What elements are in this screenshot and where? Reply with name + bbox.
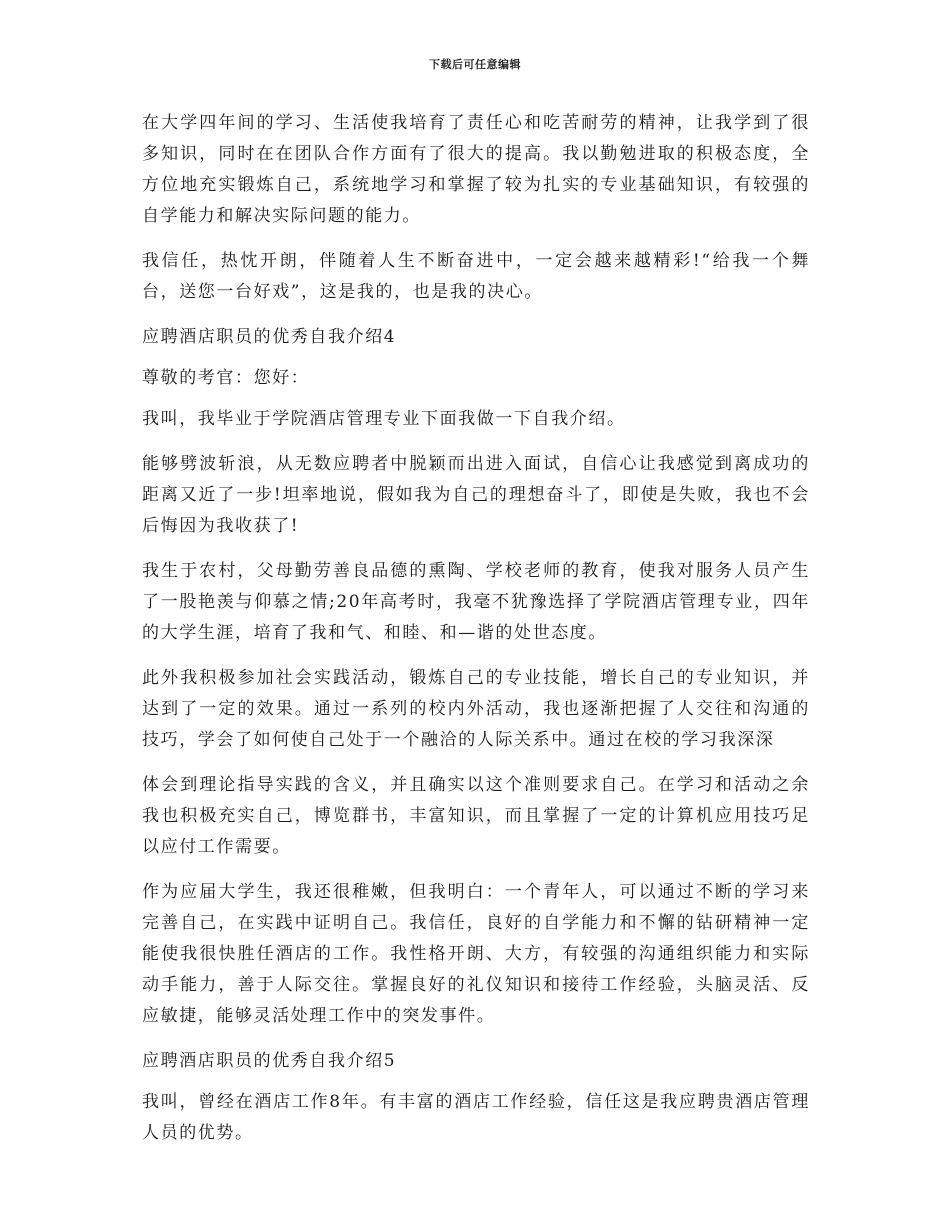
paragraph-name-intro: 我叫，我毕业于学院酒店管理专业下面我做一下自我介绍。 (142, 409, 626, 429)
paragraph-intro: 在大学四年间的学习、生活使我培育了责任心和吃苦耐劳的精神，让我学到了很多知识，同时在在团队合作方面有了很大的提高。我以勤勉进取的积极态度，全方位地充实锻炼自己，系统地学习和掌握了较为扎实的专业基础知识，有较强的自学能力和解决实际问题的能力。 (142, 113, 810, 226)
document-body (142, 108, 810, 1163)
paragraph-background: 我生于农村，父母勤劳善良品德的熏陶、学校老师的教育，使我对服务人员产生了一股艳羡与仰慕之情;20年高考时，我毫不犹豫选择了学院酒店管理专业，四年的大学生涯，培育了我和气、和睦、和—谐的处世态度。 (142, 561, 810, 643)
paragraph-experience: 我叫，曾经在酒店工作8年。有丰富的酒店工作经验，信任这是我应聘贵酒店管理人员的优势。 (142, 1092, 810, 1143)
paragraph-confidence: 我信任，热忱开朗，伴随着人生不断奋进中，一定会越来越精彩!“给我一个舞台，送您一台好戏”，这是我的，也是我的决心。 (142, 251, 810, 302)
page-header: 下载后可任意编辑 (429, 58, 521, 71)
paragraph-graduate: 作为应届大学生，我还很稚嫩，但我明白：一个青年人，可以通过不断的学习来完善自己，在实践中证明自己。我信任，良好的自学能力和不懈的钻研精神一定能使我很快胜任酒店的工作。我性格开朗、大方，有较强的沟通组织能力和实际动手能力，善于人际交往。掌握良好的礼仪知识和接待工作经验，头脑灵活、反应敏捷，能够灵活处理工作中的突发事件。 (142, 882, 810, 1026)
paragraph-theory: 体会到理论指导实践的含义，并且确实以这个准则要求自己。在学习和活动之余我也积极充实自己，博览群书，丰富知识，而且掌握了一定的计算机应用技巧足以应付工作需要。 (142, 775, 810, 857)
paragraph-activities: 此外我积极参加社会实践活动，锻炼自己的专业技能，增长自己的专业知识，并达到了一定的效果。通过一系列的校内外活动，我也逐渐把握了人交往和沟通的技巧，学会了如何使自己处于一个融洽的人际关系中。通过在校的学习我深深 (142, 668, 810, 750)
salutation: 尊敬的考官：您好： (142, 368, 310, 388)
paragraph-interview: 能够劈波斩浪，从无数应聘者中脱颖而出进入面试，自信心让我感觉到离成功的距离又近了一步!坦率地说，假如我为自己的理想奋斗了，即使是失败，我也不会后悔因为我收获了! (142, 454, 810, 536)
section-heading-5: 应聘酒店职员的优秀自我介绍5 (142, 1051, 397, 1071)
section-heading-4: 应聘酒店职员的优秀自我介绍4 (142, 327, 397, 347)
